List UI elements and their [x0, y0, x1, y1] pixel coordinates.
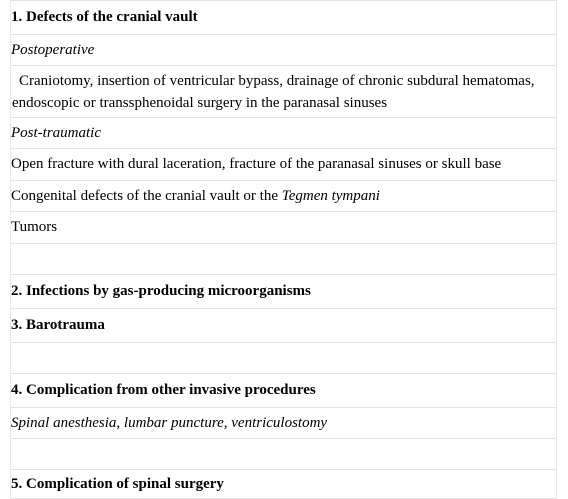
empty-row — [11, 343, 557, 374]
table-row — [11, 149, 557, 181]
table-row — [11, 343, 557, 374]
list-item: Open fracture with dural laceration, fracture of the paranasal sinuses or skull base — [11, 149, 557, 181]
list-item-line-1: Craniotomy, insertion of ventricular bypass, drainage of chronic subdural hematomas, — [19, 72, 535, 89]
empty-row — [11, 244, 557, 275]
table-row — [11, 1, 557, 35]
table-row — [11, 374, 557, 408]
list-item-italic-term: Tegmen tympani — [281, 187, 380, 204]
table-row — [11, 439, 557, 470]
section-heading: 4. Complication from other invasive procedures — [11, 374, 557, 408]
list-item-line-2: endoscopic or transsphenoidal surgery in the paranasal sinuses — [12, 94, 388, 111]
section-heading: 1. Defects of the cranial vault — [11, 1, 557, 35]
section-heading: 2. Infections by gas-producing microorganisms — [11, 275, 557, 309]
subcategory-label: Spinal anesthesia, lumbar puncture, ventriculostomy — [11, 408, 557, 439]
table-row — [11, 66, 557, 118]
list-item — [11, 66, 557, 118]
table-row — [11, 118, 557, 149]
table-row — [11, 181, 557, 212]
table-row — [11, 309, 557, 343]
table-row — [11, 408, 557, 439]
empty-row — [11, 439, 557, 470]
causes-table — [10, 0, 557, 499]
table-row — [11, 35, 557, 66]
list-item: Tumors — [11, 212, 557, 244]
table-row — [11, 275, 557, 309]
table-row — [11, 244, 557, 275]
section-heading: 3. Barotrauma — [11, 309, 557, 343]
table-row — [11, 212, 557, 244]
list-item-text: Congenital defects of the cranial vault or the — [11, 187, 282, 204]
subcategory-label: Post-traumatic — [11, 118, 557, 149]
subcategory-label: Postoperative — [11, 35, 557, 66]
table-row — [11, 470, 557, 499]
section-heading: 5. Complication of spinal surgery — [11, 470, 557, 499]
list-item — [11, 181, 557, 212]
